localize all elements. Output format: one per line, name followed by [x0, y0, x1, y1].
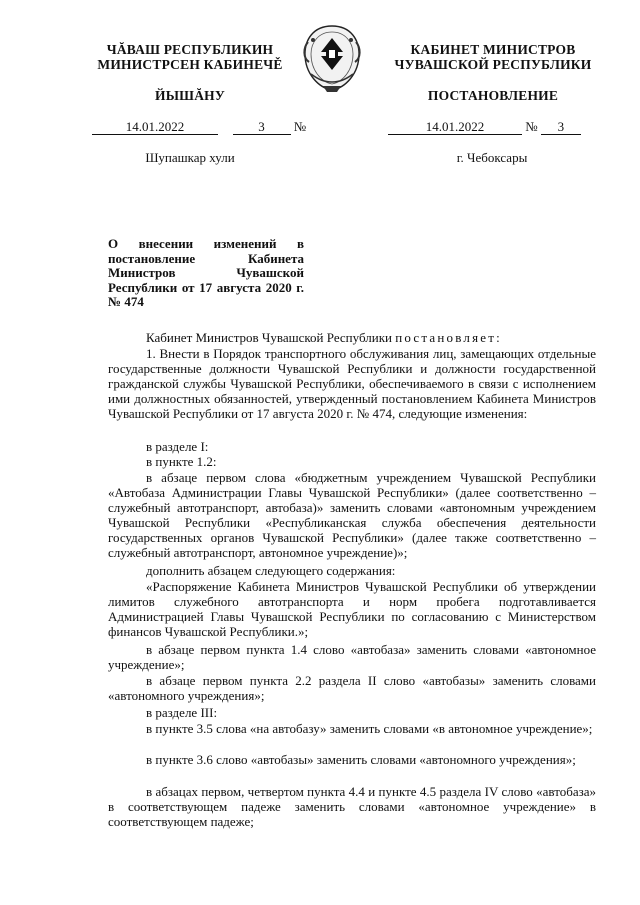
header-right-line1: КАБИНЕТ МИНИСТРОВ — [410, 42, 576, 57]
header-left-line2: МИНИСТРСЕН КАБИНЕЧĚ — [97, 57, 283, 72]
body-paragraph-5: дополнить абзацем следующего содержания: — [146, 563, 396, 578]
body-paragraph-7: в абзаце первом пункта 1.4 слово «автобаза» заменить словами «автономное учреждение»; — [108, 642, 596, 672]
intro-prefix: Кабинет Министров Чувашской Республики — [146, 330, 392, 345]
document-title: О внесении изменений в постановление Кабинета Министров Чувашской Республики от 17 августа 2020 г. № 474 — [108, 236, 304, 310]
intro-spaced: постановляет: — [395, 330, 502, 345]
body-paragraph-6: «Распоряжение Кабинета Министров Чувашской Республики об утверждении лимитов служебного автотранспорта и норм пробега подготавливается Администрацией Главы Чувашской Республики по согласованию с Министерством финансов Чувашской Республики.»; — [108, 579, 596, 639]
body-paragraph-2: в разделе I: — [146, 439, 209, 454]
body-intro — [108, 331, 596, 346]
header-right-doc-type: ПОСТАНОВЛЕНИЕ — [427, 88, 559, 103]
body-paragraph-10: в пункте 3.5 слова «на автобазу» заменить словами «в автономное учреждение»; — [146, 721, 593, 736]
body-paragraph-12: в абзацах первом, четвертом пункта 4.4 и пункте 4.5 раздела IV слово «автобаза» в соответствующем падеже заменить словами «автономное учреждение» в соответствующем падеже; — [108, 784, 596, 829]
right-city: г. Чебоксары — [456, 150, 528, 165]
header-right-line2: ЧУВАШСКОЙ РЕСПУБЛИКИ — [394, 57, 592, 72]
header-left-line1: ЧĂВАШ РЕСПУБЛИКИН — [106, 42, 274, 57]
body-paragraph-4: в абзаце первом слова «бюджетным учреждением Чувашской Республики «Автобаза Администрации Главы Чувашской Республики» (далее соответственно – служебный автотранспорт, автобаза)» заменить словами «автономным учреждением Чувашской Республики «Республиканская служба обеспечения деятельности государственных органов Чувашской Республики» (далее также соответственно – служебный автотранспорт, автономное учреждение)»; — [108, 470, 596, 560]
chuvash-emblem-icon — [299, 22, 365, 94]
emblem-graphic — [299, 22, 365, 94]
left-date-number-row — [92, 119, 306, 135]
header-left-org — [80, 42, 300, 72]
left-date: 14.01.2022 — [92, 120, 218, 135]
body-paragraph-9: в разделе III: — [146, 705, 218, 720]
body-paragraph-11: в пункте 3.6 слово «автобазы» заменить словами «автономного учреждения»; — [146, 752, 576, 767]
right-date-number-row — [388, 119, 581, 135]
right-date: 14.01.2022 — [388, 120, 522, 135]
left-number-sign: № — [293, 119, 307, 134]
body-paragraph-1: 1. Внести в Порядок транспортного обслуживания лиц, замещающих отдельные государственные должности Чувашской Республики и должности государственной гражданской службы Чувашской Республики, обеспечиваемого в связи с исполнением ими должностных обязанностей, утвержденный постановлением Кабинета Министров Чувашской Республики от 17 августа 2020 г. № 474, следующие изменения: — [108, 346, 596, 421]
body-paragraph-8: в абзаце первом пункта 2.2 раздела II слово «автобазы» заменить словами «автономного учреждения»; — [108, 673, 596, 703]
left-number: 3 — [233, 120, 291, 135]
body-paragraph-3: в пункте 1.2: — [146, 454, 217, 469]
header-left-doc-type: ЙЫШĂНУ — [155, 88, 225, 103]
left-city: Шупашкар хули — [145, 150, 235, 165]
right-number: 3 — [541, 120, 581, 135]
right-number-sign: № — [525, 119, 538, 134]
header-right-org — [378, 42, 608, 72]
